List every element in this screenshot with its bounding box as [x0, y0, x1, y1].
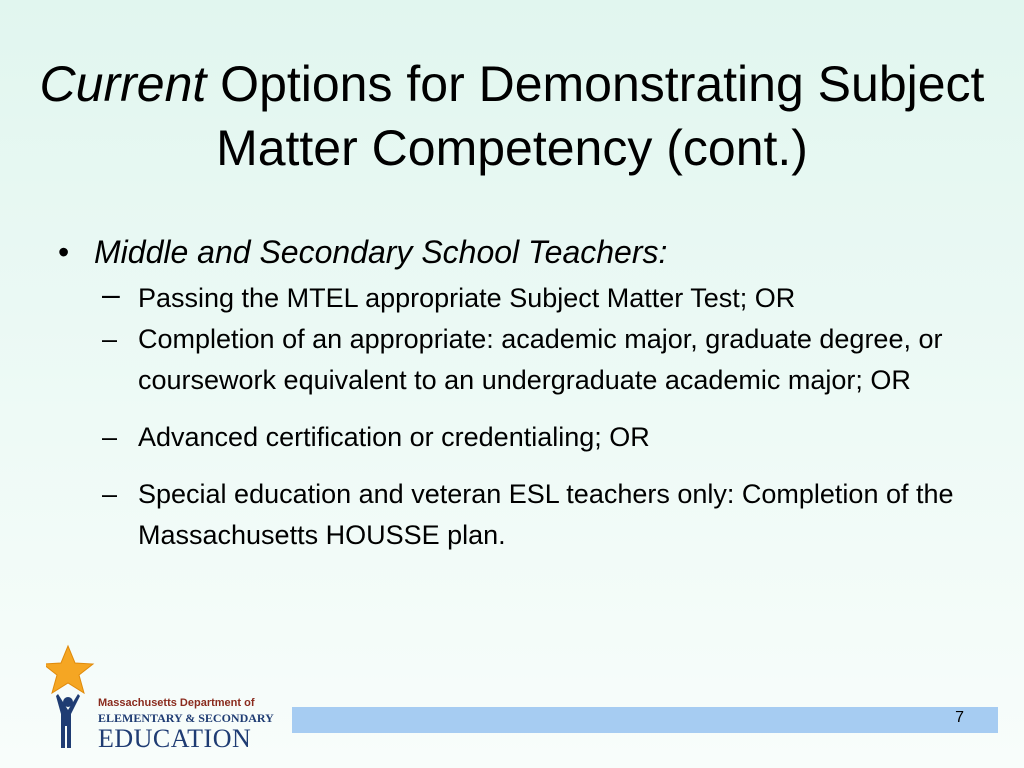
- logo-line-2: ELEMENTARY & SECONDARY: [98, 711, 274, 725]
- logo-line-1: Massachusetts Department of: [98, 697, 255, 709]
- slide-title-rest: Options for Demonstrating Subject Matter Competency (cont.): [206, 56, 985, 176]
- page-number: 7: [955, 709, 964, 726]
- dash-symbol: –: [102, 276, 120, 312]
- sub-bullet-text: Completion of an appropriate: academic major, graduate degree, or coursework equivalent to an undergraduate academic major; OR: [138, 324, 943, 395]
- logo-line-3: EDUCATION: [98, 724, 252, 753]
- sub-bullet-text: Passing the MTEL appropriate Subject Matter Test; OR: [138, 283, 796, 313]
- bullet-list: [58, 230, 958, 556]
- bullet-symbol: •: [58, 234, 70, 270]
- main-bullet-text: Middle and Secondary School Teachers:: [94, 234, 668, 270]
- sub-bullet: [58, 474, 958, 556]
- sub-bullet-text: Advanced certification or credentialing; OR: [138, 422, 650, 452]
- dash-symbol: –: [102, 479, 118, 509]
- sub-bullet: [58, 278, 958, 319]
- sub-bullet: [58, 319, 958, 401]
- footer-bar: [292, 707, 998, 733]
- sub-bullet: [58, 417, 958, 458]
- main-bullet: [58, 230, 958, 274]
- dash-symbol: –: [102, 422, 118, 452]
- dash-symbol: –: [102, 324, 118, 354]
- dese-logo: [46, 644, 274, 756]
- sub-bullet-text: Special education and veteran ESL teachers only: Completion of the Massachusetts HOUSSE plan.: [138, 479, 954, 550]
- slide-title-italic: Current: [39, 56, 207, 112]
- star-figure-icon: [46, 644, 106, 756]
- slide-title: [0, 52, 1024, 180]
